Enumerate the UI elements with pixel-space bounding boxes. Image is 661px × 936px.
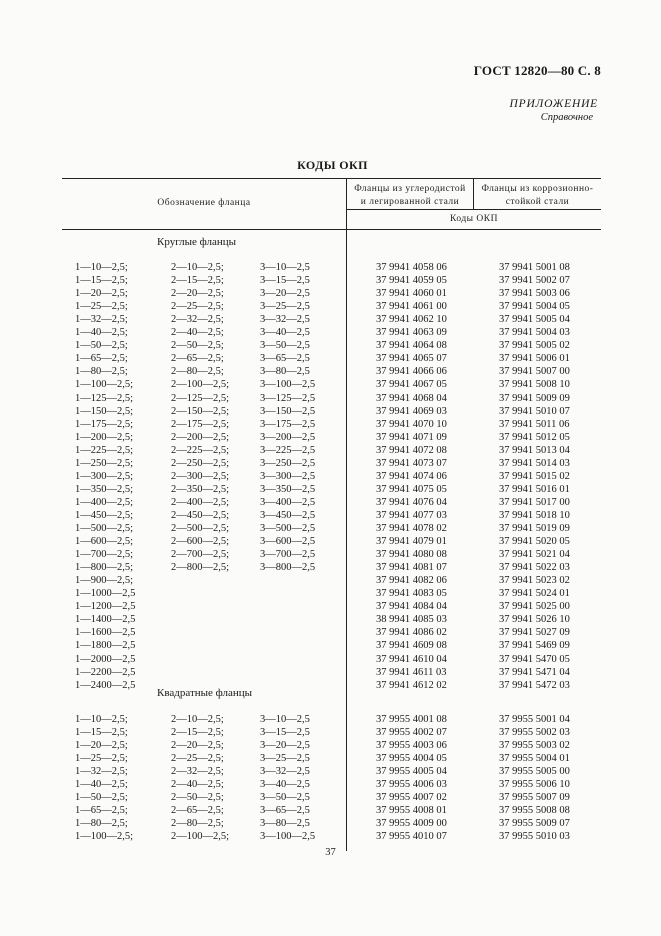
designation-type-3: 3—100—2,5 (260, 379, 316, 391)
table-row (0, 830, 661, 843)
designation-type-3: 3—100—2,5 (260, 831, 316, 842)
okp-code-carbon-steel: 37 9955 4009 00 (376, 818, 447, 829)
okp-code-stainless-steel: 37 9941 5005 02 (499, 340, 570, 352)
header-designation: Обозначение фланца (157, 198, 251, 208)
designation-type-2: 2—40—2,5; (171, 779, 224, 790)
designation-type-1: 1—65—2,5; (75, 353, 128, 365)
designation-type-1: 1—300—2,5; (75, 470, 134, 482)
designation-type-2: 2—350—2,5; (171, 483, 230, 495)
appendix-note: Справочное (540, 112, 593, 123)
designation-type-1: 1—15—2,5; (75, 275, 128, 287)
table-row (0, 483, 661, 496)
okp-code-carbon-steel: 37 9955 4001 08 (376, 714, 447, 725)
table-row (0, 274, 661, 287)
okp-code-stainless-steel: 37 9955 5009 07 (499, 818, 570, 829)
table-row (0, 522, 661, 535)
designation-type-3: 3—80—2,5 (260, 366, 310, 378)
table-row (0, 326, 661, 339)
okp-code-stainless-steel: 37 9941 5018 10 (499, 509, 570, 521)
table-row (0, 817, 661, 830)
okp-code-carbon-steel: 37 9941 4064 08 (376, 340, 447, 352)
okp-code-carbon-steel: 37 9941 4610 04 (376, 653, 447, 665)
table-row (0, 679, 661, 692)
table-row (0, 431, 661, 444)
table-row (0, 548, 661, 561)
okp-code-stainless-steel: 37 9941 5022 03 (499, 562, 570, 574)
designation-type-2: 2—10—2,5; (171, 262, 224, 273)
okp-code-carbon-steel: 37 9955 4002 07 (376, 727, 447, 738)
okp-code-carbon-steel: 37 9955 4007 02 (376, 792, 447, 803)
designation-type-1: 1—1000—2,5 (75, 588, 136, 600)
designation-type-3: 3—20—2,5 (260, 740, 310, 751)
okp-code-carbon-steel: 37 9941 4083 05 (376, 588, 447, 600)
table-row (0, 587, 661, 600)
okp-code-stainless-steel: 37 9955 5006 10 (499, 779, 570, 790)
header-stainless-steel (474, 183, 601, 209)
designation-type-1: 1—1800—2,5 (75, 640, 136, 652)
okp-code-stainless-steel: 37 9955 5001 04 (499, 714, 570, 725)
designation-type-3: 3—400—2,5 (260, 496, 316, 508)
designation-type-3: 3—80—2,5 (260, 818, 310, 829)
designation-type-2: 2—800—2,5; (171, 562, 230, 574)
designation-type-3: 3—65—2,5 (260, 805, 310, 816)
table-row (0, 444, 661, 457)
designation-type-1: 1—350—2,5; (75, 483, 134, 495)
designation-type-1: 1—200—2,5; (75, 431, 134, 443)
designation-type-2: 2—80—2,5; (171, 366, 224, 378)
table-top-rule (62, 178, 601, 179)
okp-code-carbon-steel: 37 9941 4609 08 (376, 640, 447, 652)
okp-code-carbon-steel: 37 9941 4072 08 (376, 444, 447, 456)
okp-code-carbon-steel: 37 9955 4010 07 (376, 831, 447, 842)
okp-code-carbon-steel: 37 9941 4069 03 (376, 405, 447, 417)
okp-code-stainless-steel: 37 9941 5024 01 (499, 588, 570, 600)
okp-code-stainless-steel: 37 9941 5470 05 (499, 653, 570, 665)
designation-type-2: 2—175—2,5; (171, 418, 230, 430)
table-row (0, 653, 661, 666)
designation-type-1: 1—250—2,5; (75, 457, 134, 469)
designation-type-3: 3—500—2,5 (260, 523, 316, 534)
table-row (0, 405, 661, 418)
table-row (0, 666, 661, 679)
designation-type-2: 2—100—2,5; (171, 379, 230, 391)
designation-type-1: 1—450—2,5; (75, 509, 134, 521)
header-stainless-steel-line-2: стойкой стали (505, 197, 570, 207)
designation-type-1: 1—25—2,5; (75, 301, 128, 313)
designation-type-3: 3—200—2,5 (260, 431, 316, 443)
okp-code-carbon-steel: 37 9941 4080 08 (376, 549, 447, 561)
okp-code-stainless-steel: 37 9941 5013 04 (499, 444, 570, 456)
okp-code-stainless-steel: 37 9941 5472 03 (499, 679, 570, 691)
okp-code-stainless-steel: 37 9941 5469 09 (499, 640, 570, 652)
okp-code-stainless-steel: 37 9955 5003 02 (499, 740, 570, 751)
table-row (0, 261, 661, 274)
designation-type-3: 3—65—2,5 (260, 353, 310, 365)
table-row (0, 287, 661, 300)
designation-type-3: 3—10—2,5 (260, 262, 310, 273)
table-row (0, 752, 661, 765)
header-bottom-rule (62, 229, 601, 230)
okp-code-stainless-steel: 37 9955 5005 00 (499, 766, 570, 777)
okp-code-stainless-steel: 37 9941 5017 00 (499, 496, 570, 508)
header-okp-codes: Коды ОКП (450, 214, 498, 224)
header-carbon-steel (347, 183, 473, 209)
table-row (0, 509, 661, 522)
okp-code-stainless-steel: 37 9941 5005 04 (499, 314, 570, 326)
designation-type-1: 1—700—2,5; (75, 549, 134, 561)
designation-type-3: 3—32—2,5 (260, 766, 310, 777)
okp-code-carbon-steel: 37 9941 4078 02 (376, 523, 447, 534)
page-title: КОДЫ ОКП (297, 158, 368, 172)
designation-type-3: 3—15—2,5 (260, 727, 310, 738)
okp-code-stainless-steel: 37 9941 5021 04 (499, 549, 570, 561)
table-row (0, 765, 661, 778)
designation-type-2: 2—450—2,5; (171, 509, 230, 521)
okp-code-carbon-steel: 37 9941 4079 01 (376, 536, 447, 548)
okp-code-carbon-steel: 37 9955 4004 05 (376, 753, 447, 764)
okp-code-stainless-steel: 37 9941 5007 00 (499, 366, 570, 378)
designation-type-1: 1—50—2,5; (75, 792, 128, 803)
designation-type-2: 2—20—2,5; (171, 740, 224, 751)
okp-code-stainless-steel: 37 9941 5009 09 (499, 392, 570, 404)
designation-type-3: 3—700—2,5 (260, 549, 316, 561)
designation-type-2: 2—500—2,5; (171, 523, 230, 534)
designation-type-3: 3—125—2,5 (260, 392, 316, 404)
okp-code-carbon-steel: 37 9941 4061 00 (376, 301, 447, 313)
table-row (0, 470, 661, 483)
designation-type-3: 3—25—2,5 (260, 753, 310, 764)
okp-code-stainless-steel: 37 9941 5025 00 (499, 601, 570, 613)
okp-code-carbon-steel: 37 9941 4082 06 (376, 575, 447, 587)
designation-type-1: 1—80—2,5; (75, 818, 128, 829)
okp-code-stainless-steel: 37 9941 5011 06 (499, 418, 570, 430)
designation-type-1: 1—225—2,5; (75, 444, 134, 456)
designation-type-3: 3—600—2,5 (260, 536, 316, 548)
okp-code-stainless-steel: 37 9941 5471 04 (499, 666, 570, 678)
designation-type-2: 2—600—2,5; (171, 536, 230, 548)
designation-type-2: 2—65—2,5; (171, 353, 224, 365)
okp-code-carbon-steel: 37 9941 4611 03 (376, 666, 447, 678)
okp-code-carbon-steel: 37 9941 4075 05 (376, 483, 447, 495)
table-row (0, 313, 661, 326)
designation-type-2: 2—25—2,5; (171, 753, 224, 764)
document-reference: ГОСТ 12820—80 С. 8 (473, 63, 601, 78)
okp-code-carbon-steel: 37 9941 4066 06 (376, 366, 447, 378)
table-row (0, 639, 661, 652)
designation-type-1: 1—20—2,5; (75, 740, 128, 751)
okp-code-stainless-steel: 37 9955 5008 08 (499, 805, 570, 816)
designation-type-3: 3—50—2,5 (260, 340, 310, 352)
header-carbon-steel-line-1: Фланцы из углеродистой (354, 184, 466, 194)
designation-type-2: 2—300—2,5; (171, 470, 230, 482)
designation-type-1: 1—10—2,5; (75, 714, 128, 725)
designation-type-1: 1—1200—2,5 (75, 601, 136, 613)
okp-code-stainless-steel: 37 9955 5010 03 (499, 831, 570, 842)
table-row (0, 365, 661, 378)
table-row (0, 804, 661, 817)
section-title-square-flanges: Квадратные фланцы (157, 687, 253, 699)
table-row (0, 574, 661, 587)
okp-code-carbon-steel: 37 9955 4006 03 (376, 779, 447, 790)
designation-type-3: 3—150—2,5 (260, 405, 316, 417)
designation-type-3: 3—800—2,5 (260, 562, 316, 574)
designation-type-1: 1—900—2,5; (75, 575, 134, 587)
designation-type-2: 2—250—2,5; (171, 457, 230, 469)
page-number: 37 (325, 847, 336, 858)
designation-type-1: 1—2200—2,5 (75, 666, 136, 678)
okp-code-stainless-steel: 37 9941 5008 10 (499, 379, 570, 391)
designation-type-1: 1—50—2,5; (75, 340, 128, 352)
designation-type-3: 3—25—2,5 (260, 301, 310, 313)
designation-type-1: 1—1600—2,5 (75, 627, 136, 639)
designation-type-1: 1—32—2,5; (75, 766, 128, 777)
okp-code-carbon-steel: 37 9941 4065 07 (376, 353, 447, 365)
table-row (0, 418, 661, 431)
designation-type-3: 3—225—2,5 (260, 444, 316, 456)
okp-code-carbon-steel: 37 9941 4070 10 (376, 418, 447, 430)
okp-code-carbon-steel: 37 9941 4077 03 (376, 509, 447, 521)
okp-code-stainless-steel: 37 9941 5027 09 (499, 627, 570, 639)
designation-type-2: 2—80—2,5; (171, 818, 224, 829)
designation-type-1: 1—600—2,5; (75, 536, 134, 548)
designation-type-2: 2—65—2,5; (171, 805, 224, 816)
okp-code-carbon-steel: 37 9955 4005 04 (376, 766, 447, 777)
table-row (0, 352, 661, 365)
designation-type-1: 1—2400—2,5 (75, 679, 136, 691)
okp-code-stainless-steel: 37 9941 5023 02 (499, 575, 570, 587)
designation-type-3: 3—250—2,5 (260, 457, 316, 469)
designation-type-1: 1—2000—2,5 (75, 653, 136, 665)
designation-type-1: 1—40—2,5; (75, 327, 128, 339)
okp-code-carbon-steel: 37 9941 4059 05 (376, 275, 447, 287)
header-carbon-steel-line-2: и легированной стали (360, 197, 460, 207)
okp-code-carbon-steel: 37 9941 4071 09 (376, 431, 447, 443)
okp-code-stainless-steel: 37 9941 5004 05 (499, 301, 570, 313)
designation-type-1: 1—100—2,5; (75, 379, 134, 391)
designation-type-1: 1—1400—2,5 (75, 614, 136, 626)
okp-code-carbon-steel: 37 9941 4086 02 (376, 627, 447, 639)
designation-type-2: 2—400—2,5; (171, 496, 230, 508)
okp-code-stainless-steel: 37 9941 5016 01 (499, 483, 570, 495)
appendix-label: ПРИЛОЖЕНИЕ (509, 98, 598, 110)
designation-type-2: 2—125—2,5; (171, 392, 230, 404)
designation-type-2: 2—225—2,5; (171, 444, 230, 456)
table-row (0, 626, 661, 639)
okp-code-carbon-steel: 37 9941 4074 06 (376, 470, 447, 482)
table-row (0, 726, 661, 739)
designation-type-3: 3—32—2,5 (260, 314, 310, 326)
designation-type-2: 2—40—2,5; (171, 327, 224, 339)
okp-code-carbon-steel: 37 9941 4058 06 (376, 262, 447, 273)
table-row (0, 300, 661, 313)
table-row (0, 496, 661, 509)
okp-code-stainless-steel: 37 9941 5010 07 (499, 405, 570, 417)
designation-type-2: 2—10—2,5; (171, 714, 224, 725)
okp-code-stainless-steel: 37 9941 5006 01 (499, 353, 570, 365)
okp-code-stainless-steel: 37 9941 5002 07 (499, 275, 570, 287)
okp-code-stainless-steel: 37 9955 5004 01 (499, 753, 570, 764)
okp-code-stainless-steel: 37 9941 5012 05 (499, 431, 570, 443)
table-row (0, 561, 661, 574)
designation-type-2: 2—15—2,5; (171, 727, 224, 738)
designation-type-3: 3—300—2,5 (260, 470, 316, 482)
designation-type-1: 1—400—2,5; (75, 496, 134, 508)
designation-type-1: 1—25—2,5; (75, 753, 128, 764)
table-row (0, 339, 661, 352)
designation-type-1: 1—32—2,5; (75, 314, 128, 326)
designation-type-3: 3—450—2,5 (260, 509, 316, 521)
table-row (0, 392, 661, 405)
okp-code-stainless-steel: 37 9941 5014 03 (499, 457, 570, 469)
designation-type-3: 3—40—2,5 (260, 779, 310, 790)
designation-type-1: 1—100—2,5; (75, 831, 134, 842)
designation-type-3: 3—10—2,5 (260, 714, 310, 725)
okp-code-stainless-steel: 37 9941 5003 06 (499, 288, 570, 300)
okp-code-carbon-steel: 37 9941 4063 09 (376, 327, 447, 339)
table-row (0, 713, 661, 726)
designation-type-1: 1—500—2,5; (75, 523, 134, 534)
designation-type-1: 1—800—2,5; (75, 562, 134, 574)
okp-code-carbon-steel: 37 9941 4067 05 (376, 379, 447, 391)
designation-type-3: 3—20—2,5 (260, 288, 310, 300)
designation-type-2: 2—50—2,5; (171, 340, 224, 352)
codes-subheader-rule (347, 209, 601, 210)
okp-code-stainless-steel: 37 9941 5019 09 (499, 523, 570, 534)
designation-type-2: 2—50—2,5; (171, 792, 224, 803)
designation-type-2: 2—150—2,5; (171, 405, 230, 417)
section-title-round-flanges: Круглые фланцы (157, 236, 237, 248)
okp-code-carbon-steel: 37 9955 4003 06 (376, 740, 447, 751)
designation-type-3: 3—175—2,5 (260, 418, 316, 430)
table-row (0, 600, 661, 613)
okp-code-carbon-steel: 38 9941 4085 03 (376, 614, 447, 626)
designation-type-2: 2—200—2,5; (171, 431, 230, 443)
okp-code-stainless-steel: 37 9941 5015 02 (499, 470, 570, 482)
table-row (0, 378, 661, 391)
header-stainless-steel-line-1: Фланцы из коррозионно- (481, 184, 594, 194)
okp-code-carbon-steel: 37 9941 4081 07 (376, 562, 447, 574)
table-row (0, 791, 661, 804)
designation-type-2: 2—100—2,5; (171, 831, 230, 842)
designation-type-2: 2—15—2,5; (171, 275, 224, 287)
table-row (0, 778, 661, 791)
okp-code-stainless-steel: 37 9941 5020 05 (499, 536, 570, 548)
designation-type-1: 1—125—2,5; (75, 392, 134, 404)
okp-code-carbon-steel: 37 9941 4612 02 (376, 679, 447, 691)
designation-type-3: 3—40—2,5 (260, 327, 310, 339)
okp-code-carbon-steel: 37 9941 4073 07 (376, 457, 447, 469)
okp-code-carbon-steel: 37 9941 4068 04 (376, 392, 447, 404)
designation-type-1: 1—40—2,5; (75, 779, 128, 790)
okp-code-carbon-steel: 37 9941 4060 01 (376, 288, 447, 300)
okp-code-carbon-steel: 37 9941 4062 10 (376, 314, 447, 326)
designation-type-1: 1—175—2,5; (75, 418, 134, 430)
designation-type-3: 3—15—2,5 (260, 275, 310, 287)
designation-type-1: 1—10—2,5; (75, 262, 128, 273)
designation-type-1: 1—80—2,5; (75, 366, 128, 378)
table-row (0, 457, 661, 470)
designation-type-1: 1—150—2,5; (75, 405, 134, 417)
okp-code-stainless-steel: 37 9941 5004 03 (499, 327, 570, 339)
okp-code-carbon-steel: 37 9941 4076 04 (376, 496, 447, 508)
table-row (0, 535, 661, 548)
okp-code-carbon-steel: 37 9941 4084 04 (376, 601, 447, 613)
designation-type-3: 3—350—2,5 (260, 483, 316, 495)
designation-type-1: 1—20—2,5; (75, 288, 128, 300)
designation-type-2: 2—32—2,5; (171, 766, 224, 777)
table-row (0, 613, 661, 626)
okp-code-stainless-steel: 37 9955 5002 03 (499, 727, 570, 738)
designation-type-1: 1—65—2,5; (75, 805, 128, 816)
designation-type-2: 2—700—2,5; (171, 549, 230, 561)
designation-type-2: 2—25—2,5; (171, 301, 224, 313)
table-row (0, 739, 661, 752)
okp-code-stainless-steel: 37 9941 5001 08 (499, 262, 570, 273)
okp-code-stainless-steel: 37 9941 5026 10 (499, 614, 570, 626)
designation-type-1: 1—15—2,5; (75, 727, 128, 738)
designation-type-3: 3—50—2,5 (260, 792, 310, 803)
designation-type-2: 2—32—2,5; (171, 314, 224, 326)
okp-code-carbon-steel: 37 9955 4008 01 (376, 805, 447, 816)
designation-type-2: 2—20—2,5; (171, 288, 224, 300)
okp-code-stainless-steel: 37 9955 5007 09 (499, 792, 570, 803)
